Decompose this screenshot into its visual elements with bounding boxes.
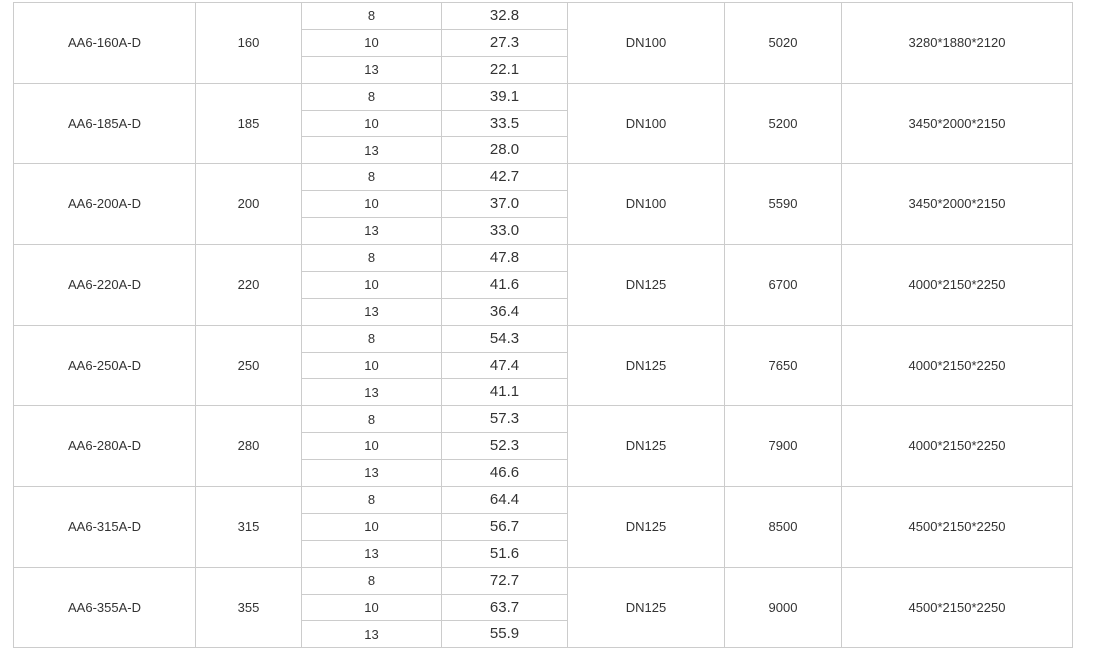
weight-cell: 5200 bbox=[725, 83, 842, 164]
weight-cell: 7900 bbox=[725, 406, 842, 487]
capacity-cell: 46.6 bbox=[442, 460, 568, 487]
power-cell: 220 bbox=[196, 245, 302, 326]
power-cell: 250 bbox=[196, 325, 302, 406]
weight-cell: 7650 bbox=[725, 325, 842, 406]
table-row bbox=[14, 406, 1073, 433]
pressure-cell: 8 bbox=[302, 406, 442, 433]
pressure-cell: 13 bbox=[302, 540, 442, 567]
pressure-cell: 10 bbox=[302, 433, 442, 460]
pressure-cell: 13 bbox=[302, 298, 442, 325]
table-row bbox=[14, 325, 1073, 352]
power-cell: 355 bbox=[196, 567, 302, 648]
outlet-cell: DN125 bbox=[568, 487, 725, 568]
capacity-cell: 41.1 bbox=[442, 379, 568, 406]
model-cell: AA6-185A-D bbox=[14, 83, 196, 164]
pressure-cell: 10 bbox=[302, 29, 442, 56]
weight-cell: 6700 bbox=[725, 245, 842, 326]
pressure-cell: 13 bbox=[302, 460, 442, 487]
table-row bbox=[14, 487, 1073, 514]
pressure-cell: 8 bbox=[302, 487, 442, 514]
outlet-cell: DN125 bbox=[568, 567, 725, 648]
capacity-cell: 27.3 bbox=[442, 29, 568, 56]
table-row bbox=[14, 567, 1073, 594]
capacity-cell: 28.0 bbox=[442, 137, 568, 164]
model-cell: AA6-200A-D bbox=[14, 164, 196, 245]
capacity-cell: 36.4 bbox=[442, 298, 568, 325]
pressure-cell: 10 bbox=[302, 594, 442, 621]
model-cell: AA6-160A-D bbox=[14, 3, 196, 84]
outlet-cell: DN125 bbox=[568, 406, 725, 487]
capacity-cell: 64.4 bbox=[442, 487, 568, 514]
pressure-cell: 10 bbox=[302, 110, 442, 137]
model-cell: AA6-355A-D bbox=[14, 567, 196, 648]
capacity-cell: 39.1 bbox=[442, 83, 568, 110]
capacity-cell: 37.0 bbox=[442, 191, 568, 218]
pressure-cell: 10 bbox=[302, 191, 442, 218]
pressure-cell: 8 bbox=[302, 245, 442, 272]
capacity-cell: 41.6 bbox=[442, 271, 568, 298]
capacity-cell: 33.0 bbox=[442, 218, 568, 245]
power-cell: 160 bbox=[196, 3, 302, 84]
outlet-cell: DN100 bbox=[568, 164, 725, 245]
capacity-cell: 32.8 bbox=[442, 3, 568, 30]
dimensions-cell: 3450*2000*2150 bbox=[842, 164, 1073, 245]
capacity-cell: 47.4 bbox=[442, 352, 568, 379]
dimensions-cell: 4500*2150*2250 bbox=[842, 567, 1073, 648]
product-spec-table bbox=[13, 2, 1073, 648]
weight-cell: 5020 bbox=[725, 3, 842, 84]
capacity-cell: 54.3 bbox=[442, 325, 568, 352]
capacity-cell: 42.7 bbox=[442, 164, 568, 191]
model-cell: AA6-280A-D bbox=[14, 406, 196, 487]
pressure-cell: 10 bbox=[302, 352, 442, 379]
pressure-cell: 8 bbox=[302, 164, 442, 191]
capacity-cell: 63.7 bbox=[442, 594, 568, 621]
dimensions-cell: 4000*2150*2250 bbox=[842, 406, 1073, 487]
outlet-cell: DN100 bbox=[568, 83, 725, 164]
capacity-cell: 47.8 bbox=[442, 245, 568, 272]
power-cell: 185 bbox=[196, 83, 302, 164]
dimensions-cell: 4500*2150*2250 bbox=[842, 487, 1073, 568]
pressure-cell: 13 bbox=[302, 56, 442, 83]
pressure-cell: 13 bbox=[302, 379, 442, 406]
table-row bbox=[14, 83, 1073, 110]
dimensions-cell: 3280*1880*2120 bbox=[842, 3, 1073, 84]
capacity-cell: 22.1 bbox=[442, 56, 568, 83]
outlet-cell: DN100 bbox=[568, 3, 725, 84]
outlet-cell: DN125 bbox=[568, 245, 725, 326]
pressure-cell: 10 bbox=[302, 513, 442, 540]
pressure-cell: 10 bbox=[302, 271, 442, 298]
power-cell: 280 bbox=[196, 406, 302, 487]
spec-table-body bbox=[14, 3, 1073, 648]
pressure-cell: 8 bbox=[302, 83, 442, 110]
table-row bbox=[14, 164, 1073, 191]
pressure-cell: 13 bbox=[302, 137, 442, 164]
pressure-cell: 8 bbox=[302, 567, 442, 594]
table-row bbox=[14, 3, 1073, 30]
capacity-cell: 51.6 bbox=[442, 540, 568, 567]
power-cell: 315 bbox=[196, 487, 302, 568]
model-cell: AA6-250A-D bbox=[14, 325, 196, 406]
capacity-cell: 55.9 bbox=[442, 621, 568, 648]
capacity-cell: 72.7 bbox=[442, 567, 568, 594]
weight-cell: 9000 bbox=[725, 567, 842, 648]
capacity-cell: 52.3 bbox=[442, 433, 568, 460]
model-cell: AA6-220A-D bbox=[14, 245, 196, 326]
table-row bbox=[14, 245, 1073, 272]
weight-cell: 5590 bbox=[725, 164, 842, 245]
model-cell: AA6-315A-D bbox=[14, 487, 196, 568]
pressure-cell: 8 bbox=[302, 3, 442, 30]
capacity-cell: 33.5 bbox=[442, 110, 568, 137]
weight-cell: 8500 bbox=[725, 487, 842, 568]
pressure-cell: 13 bbox=[302, 218, 442, 245]
dimensions-cell: 4000*2150*2250 bbox=[842, 245, 1073, 326]
capacity-cell: 57.3 bbox=[442, 406, 568, 433]
pressure-cell: 13 bbox=[302, 621, 442, 648]
dimensions-cell: 4000*2150*2250 bbox=[842, 325, 1073, 406]
dimensions-cell: 3450*2000*2150 bbox=[842, 83, 1073, 164]
power-cell: 200 bbox=[196, 164, 302, 245]
pressure-cell: 8 bbox=[302, 325, 442, 352]
capacity-cell: 56.7 bbox=[442, 513, 568, 540]
outlet-cell: DN125 bbox=[568, 325, 725, 406]
